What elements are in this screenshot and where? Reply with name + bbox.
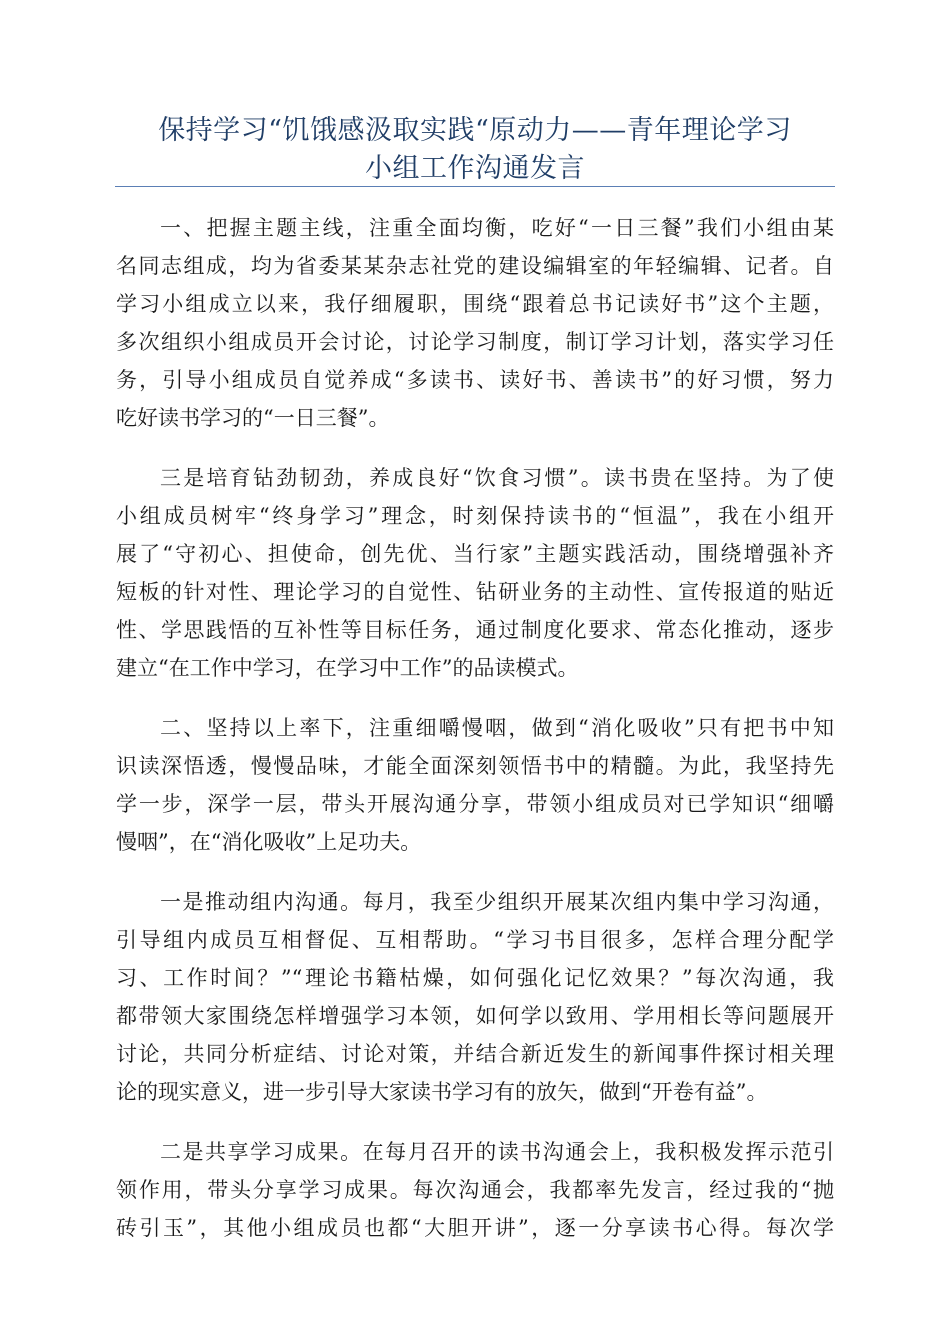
paragraph-line: 慢咽”，在“消化吸收”上足功夫。	[116, 830, 422, 854]
paragraph-1	[116, 209, 834, 437]
paragraph-line: 引导组内成员互相督促、互相帮助。“学习书目很多，怎样合理分配学	[116, 928, 834, 952]
paragraph-line: 学习小组成立以来，我仔细履职，围绕“跟着总书记读好书”这个主题，	[116, 292, 834, 316]
paragraph-line: 三是培育钻劲韧劲，养成良好“饮食习惯”。读书贵在坚持。为了使	[160, 466, 834, 490]
paragraph-line: 一、把握主题主线，注重全面均衡，吃好“一日三餐”我们小组由某	[160, 216, 834, 240]
title-underline	[115, 186, 835, 187]
paragraph-line: 一是推动组内沟通。每月，我至少组织开展某次组内集中学习沟通，	[160, 890, 834, 914]
paragraph-line: 吃好读书学习的“一日三餐”。	[116, 406, 390, 430]
title-line-2: 小组工作沟通发言	[365, 153, 585, 184]
paragraph-line: 多次组织小组成员开会讨论，讨论学习制度，制订学习计划，落实学习任	[116, 330, 834, 354]
paragraph-line: 名同志组成，均为省委某某杂志社党的建设编辑室的年轻编辑、记者。自	[116, 254, 834, 278]
paragraph-line: 二、坚持以上率下，注重细嚼慢咽，做到“消化吸收”只有把书中知	[160, 716, 834, 740]
paragraph-line: 务，引导小组成员自觉养成“多读书、读好书、善读书”的好习惯，努力	[116, 368, 834, 392]
paragraph-line: 习、工作时间？”“理论书籍枯燥，如何强化记忆效果？”每次沟通，我	[116, 966, 834, 990]
paragraph-4	[116, 883, 834, 1111]
paragraph-line: 短板的针对性、理论学习的自觉性、钻研业务的主动性、宣传报道的贴近	[116, 580, 834, 604]
paragraph-line: 识读深悟透，慢慢品味，才能全面深刻领悟书中的精髓。为此，我坚持先	[116, 754, 834, 778]
paragraph-line: 砖引玉”，其他小组成员也都“大胆开讲”，逐一分享读书心得。每次学	[116, 1216, 834, 1240]
paragraph-line: 建立“在工作中学习，在学习中工作”的品读模式。	[116, 656, 579, 680]
paragraph-line: 都带领大家围绕怎样增强学习本领，如何学以致用、学用相长等问题展开	[116, 1004, 834, 1028]
paragraph-5	[116, 1133, 834, 1247]
paragraph-line: 小组成员树牢“终身学习”理念，时刻保持读书的“恒温”，我在小组开	[116, 504, 834, 528]
paragraph-line: 性、学思践悟的互补性等目标任务，通过制度化要求、常态化推动，逐步	[116, 618, 834, 642]
document-title	[115, 112, 835, 188]
document-body	[116, 209, 834, 1269]
paragraph-3	[116, 709, 834, 861]
paragraph-line: 论的现实意义，进一步引导大家读书学习有的放矢，做到“开卷有益”。	[116, 1080, 768, 1104]
paragraph-line: 学一步，深学一层，带头开展沟通分享，带领小组成员对已学知识“细嚼	[116, 792, 834, 816]
paragraph-line: 展了“守初心、担使命，创先优、当行家”主题实践活动，围绕增强补齐	[116, 542, 834, 566]
title-line-1: 保持学习“饥饿感汲取实践“原动力——青年理论学习	[158, 115, 792, 146]
paragraph-line: 领作用，带头分享学习成果。每次沟通会，我都率先发言，经过我的“抛	[116, 1178, 834, 1202]
paragraph-line: 二是共享学习成果。在每月召开的读书沟通会上，我积极发挥示范引	[160, 1140, 834, 1164]
paragraph-2	[116, 459, 834, 687]
paragraph-line: 讨论，共同分析症结、讨论对策，并结合新近发生的新闻事件探讨相关理	[116, 1042, 834, 1066]
